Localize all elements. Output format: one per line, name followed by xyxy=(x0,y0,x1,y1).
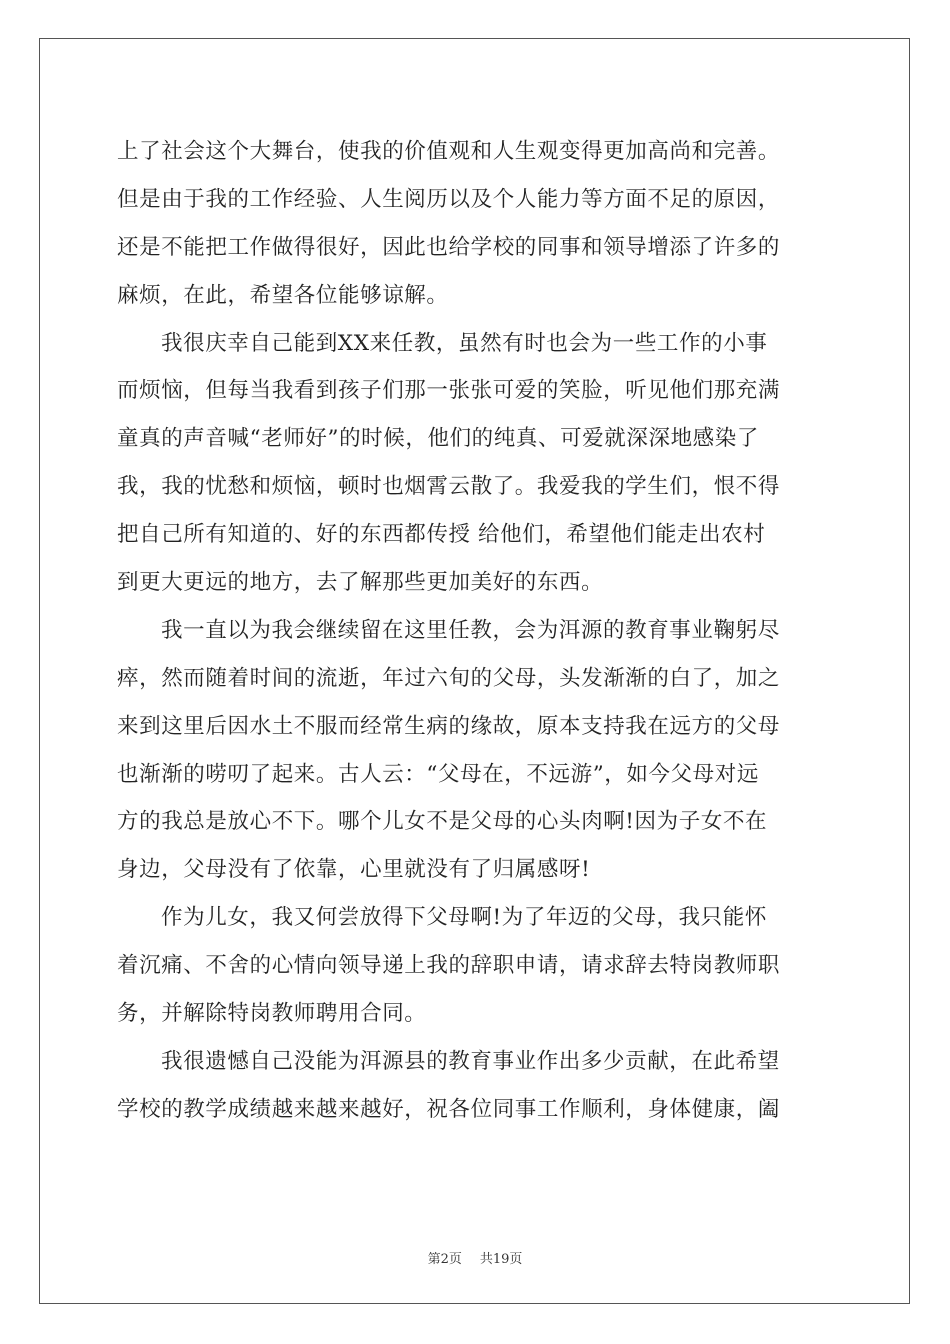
text-line: 童真的声音喊“老师好”的时候，他们的纯真、可爱就深深地感染了 xyxy=(117,426,759,452)
total-pages: 共19页 xyxy=(479,1252,523,1267)
text-line: 瘁，然而随着时间的流逝，年过六旬的父母，头发渐渐的白了，加之 xyxy=(117,665,781,691)
text-line: 身边，父母没有了依靠，心里就没有了归属感呀! xyxy=(117,857,591,883)
text-line: 我很遗憾自己没能为洱源县的教育事业作出多少贡献，在此希望 xyxy=(161,1048,780,1074)
text-line: 但是由于我的工作经验、人生阅历以及个人能力等方面不足的原因， xyxy=(117,186,781,212)
text-line: 务，并解除特岗教师聘用合同。 xyxy=(117,1001,427,1027)
document-body xyxy=(117,128,837,1134)
text-line: 还是不能把工作做得很好，因此也给学校的同事和领导增添了许多的 xyxy=(117,234,781,260)
page-footer xyxy=(0,1248,950,1267)
text-line: 而烦恼，但每当我看到孩子们那一张张可爱的笑脸，听见他们那充满 xyxy=(117,378,781,404)
text-line: 到更大更远的地方，去了解那些更加美好的东西。 xyxy=(117,570,604,596)
text-line: 我一直以为我会继续留在这里任教，会为洱源的教育事业鞠躬尽 xyxy=(161,617,780,643)
text-line: 上了社会这个大舞台，使我的价值观和人生观变得更加高尚和完善。 xyxy=(117,139,781,164)
text-line: 麻烦，在此，希望各位能够谅解。 xyxy=(117,282,449,308)
text-line: 也渐渐的唠叨了起来。古人云：“父母在，不远游”，如今父母对远 xyxy=(117,761,759,787)
page-number: 第2页 xyxy=(427,1252,462,1267)
text-line: 我，我的忧愁和烦恼，顿时也烟霄云散了。我爱我的学生们，恨不得 xyxy=(117,474,781,500)
text-line: 作为儿女，我又何尝放得下父母啊!为了年迈的父母，我只能怀 xyxy=(161,905,767,931)
text-line: 把自己所有知道的、好的东西都传授 给他们，希望他们能走出农村 xyxy=(117,522,766,548)
text-line: 着沉痛、不舍的心情向领导递上我的辞职申请，请求辞去特岗教师职 xyxy=(117,953,781,979)
text-line: 我很庆幸自己能到XX来任教，虽然有时也会为一些工作的小事 xyxy=(161,330,768,356)
text-line: 来到这里后因水土不服而经常生病的缘故，原本支持我在远方的父母 xyxy=(117,713,781,739)
text-line: 学校的教学成绩越来越来越好，祝各位同事工作顺利，身体健康，阖 xyxy=(117,1096,781,1122)
text-line: 方的我总是放心不下。哪个儿女不是父母的心头肉啊!因为子女不在 xyxy=(117,809,768,835)
